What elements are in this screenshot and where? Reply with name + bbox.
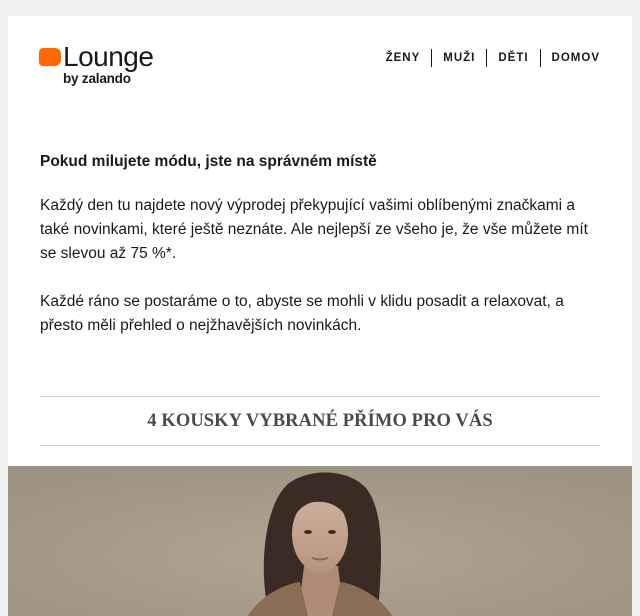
top-nav [386, 49, 600, 67]
lounge-logo-icon [39, 48, 61, 68]
model-photo-image [8, 466, 632, 616]
intro-paragraph-1: Každý den tu najdete nový výprodej překypující vašimi oblíbenými značkami a také novinkami, které ještě neznáte. Ale nejlepší ze všeho je, že vše můžete mít se slevou až 75 %*. [40, 197, 588, 262]
nav-item-domov[interactable]: DOMOV [540, 49, 600, 67]
lounge-logo[interactable] [39, 41, 169, 90]
section-title: 4 KOUSKY VYBRANÉ PŘÍMO PRO VÁS [147, 411, 493, 431]
nav-item-muzi[interactable]: MUŽI [431, 49, 486, 67]
nav-item-zeny[interactable]: ŽENY [385, 52, 421, 64]
logo-byline: by zalando [63, 71, 131, 86]
intro-headline: Pokud milujete módu, jste na správném místě [40, 153, 377, 170]
hero-photo[interactable] [8, 466, 632, 616]
email-card [8, 16, 632, 616]
intro-paragraph-2: Každé ráno se postaráme o to, abyste se mohli v klidu posadit a relaxovat, a přesto měli přehled o nejžhavějších novinkách. [40, 293, 564, 334]
nav-item-deti[interactable]: DĚTI [486, 49, 539, 67]
intro-text [40, 150, 604, 362]
logo-wordmark: Lounge [63, 41, 154, 72]
picks-section-header [40, 396, 600, 446]
